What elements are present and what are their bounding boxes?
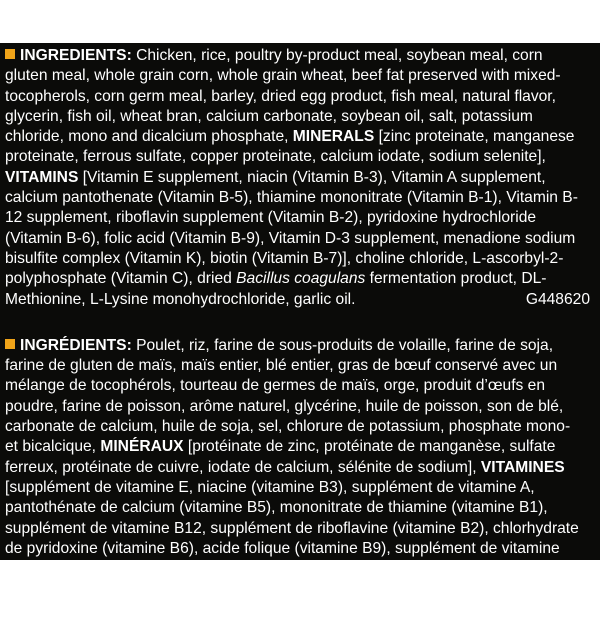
ingredients-text-fr-part3: [supplément de vitamine E, niacine (vitamine B3), supplément de vitamine A, pantothénate de calcium (vitamine B5), mononitrate de thiamine (vitamine B1), supplément de vitamine B12, supplément de riboflavine (vitamine B2), chlorhydrate de pyridoxine (vitamine B6), acide folique (vitamine B9), supplément de vitamine D3, complexe de bisulfite de sodium et de ménadione (vitamine K), biotine (vitamine B7)], chlorure de choline, L-ascorbyl-2-polyphosphate (vitamine C), produit de fermentation	[5, 478, 586, 618]
bacillus-name-fr: Bacillus coagulans	[96, 600, 226, 618]
vitamins-label: VITAMINS	[5, 168, 79, 186]
french-ingredients-section	[5, 310, 590, 640]
ingredients-text-fr-part2: [protéinate de zinc, protéinate de manganèse, sulfate ferreux, protéinate de cuivre, iodate de calcium, sélénite de sodium],	[5, 438, 556, 476]
product-code: G448620	[525, 290, 590, 308]
ingredients-text-part4: fermentation product, DL-Methionine, L-Lysine monohydrochloride, garlic oil.	[5, 270, 547, 308]
product-code-fr: G448620	[525, 621, 590, 639]
english-ingredients-section	[5, 43, 590, 310]
ingredients-heading: INGREDIENTS:	[20, 47, 132, 64]
ingredients-text-part2: [zinc proteinate, manganese proteinate, ferrous sulfate, copper proteinate, calcium iodate, sodium selenite],	[5, 128, 575, 166]
ingredients-text-fr-part1: Poulet, riz, farine de sous-produits de volaille, farine de soja, farine de gluten de maïs, maïs entier, blé entier, gras de bœuf conservé avec un mélange de tocophérols, tourteau de germes de maïs, orge, produit d’œufs en poudre, farine de poisson, arôme naturel, glycérine, huile de poisson, son de blé, carbonate de calcium, huile de soja, sel, chlorure de potassium, phosphate mono- et bicalcique,	[5, 336, 571, 456]
ingredients-heading-fr: INGRÉDIENTS:	[20, 336, 132, 354]
minerals-label-fr: MINÉRAUX	[100, 438, 184, 456]
ingredients-text-fr-part4: déshydraté, DL-méthionine, monochlorhydrate de L-lysine, sulfure d’allyle.	[5, 600, 572, 639]
ingredients-panel	[0, 43, 600, 639]
ingredients-text-part3: [Vitamin E supplement, niacin (Vitamin B-3), Vitamin A supplement, calcium pantothenate (Vitamin B-5), thiamine mononitrate (Vitamin B-1), Vitamin B-12 supplement, riboflavin supplement (Vitamin B-2), pyridoxine hydrochloride (Vitamin B-6), folic acid (Vitamin B-9), Vitamin D-3 supplement, menadione sodium bisulfite complex (Vitamin K), biotin (Vitamin B-7)], choline chloride, L-ascorbyl-2-polyphosphate (Vitamin C), dried	[5, 168, 578, 288]
minerals-label: MINERALS	[292, 128, 375, 146]
orange-square-bullet-icon	[5, 49, 15, 59]
vitamins-label-fr: VITAMINES	[480, 458, 565, 476]
orange-square-bullet-icon	[5, 339, 15, 349]
ingredients-text-part1: Chicken, rice, poultry by-product meal, soybean meal, corn gluten meal, whole grain corn, whole grain wheat, beef fat preserved with mixed-tocopherols, corn germ meal, barley, dried egg product, fish meal, natural flavor, glycerin, fish oil, wheat bran, calcium carbonate, soybean oil, salt, potassium chloride, mono and dicalcium phosphate,	[5, 47, 561, 146]
bacillus-name: Bacillus coagulans	[236, 270, 366, 288]
